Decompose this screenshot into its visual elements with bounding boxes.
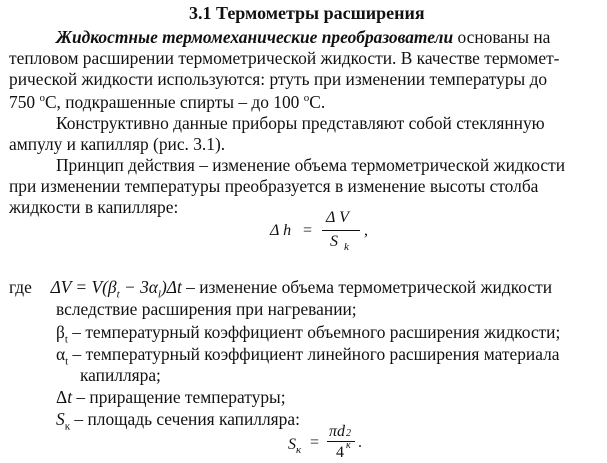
def-beta: $\beta_t$ – температурный коэффициент объемного расширения жидкости; bbox=[56, 322, 561, 346]
eq1-comma: , bbox=[364, 222, 368, 239]
def-sk: $S_к$ – площадь сечения капилляра: bbox=[56, 409, 300, 433]
eq1-fraction-bar bbox=[322, 230, 360, 231]
def-alpha: $\alpha_t$ – температурный коэффициент линейного расширения материала bbox=[56, 344, 560, 368]
def-delta-t: Δt – приращение температуры; bbox=[56, 387, 286, 407]
section-heading: 3.1 Термометры расширения bbox=[189, 3, 425, 23]
def-alpha-continuation: капилляра; bbox=[80, 365, 161, 385]
intro-line-2: тепловом расширении термометрической жидкости. В качестве термомет- bbox=[9, 48, 560, 68]
intro-line-1: Жидкостные термомеханические преобразователи основаны на bbox=[56, 27, 551, 47]
volume-change-formula: $\Delta V = V(\beta_t - 3\alpha_l)\Delta t$ bbox=[50, 277, 182, 301]
where-label: где bbox=[9, 277, 32, 297]
eq1-equals: = bbox=[303, 222, 313, 239]
intro-term: Жидкостные термомеханические преобразователи bbox=[56, 27, 454, 47]
design-line-2: ампулу и капилляр (рис. 3.1). bbox=[9, 134, 226, 154]
eq2-lhs: $S_к$ bbox=[288, 436, 302, 457]
where-line: где $\Delta V = V(\beta_t - 3\alpha_l)\Delta t$ – изменение объема термометрической жидкости bbox=[9, 277, 553, 301]
principle-line-2: при изменении температуры преобразуется в изменение высоты столба bbox=[9, 176, 539, 196]
eq1-lhs: Δ h bbox=[270, 222, 292, 239]
eq2-dot: . bbox=[358, 434, 362, 451]
eq1-denominator: S $_k$ bbox=[330, 233, 349, 254]
eq2-numerator: πd 2 к bbox=[329, 423, 352, 451]
intro-line-3: рической жидкости используются: ртуть при изменении температуры до bbox=[9, 69, 548, 89]
eq2-fraction-bar bbox=[327, 441, 355, 442]
eq2-equals: = bbox=[310, 434, 320, 451]
principle-line-3: жидкости в капилляре: bbox=[9, 197, 179, 217]
design-line-1: Конструктивно данные приборы представляют собой стеклянную bbox=[56, 113, 545, 133]
where-continuation: вследствие расширения при нагревании; bbox=[56, 299, 357, 319]
intro-line-4: 750 $^o$C, подкрашенные спирты – до 100 $^o$C. bbox=[9, 92, 326, 112]
eq1-numerator: Δ V bbox=[326, 209, 349, 226]
principle-line-1: Принцип действия – изменение объема термометрической жидкости bbox=[56, 155, 566, 175]
eq2-denominator: 4 bbox=[336, 444, 344, 461]
